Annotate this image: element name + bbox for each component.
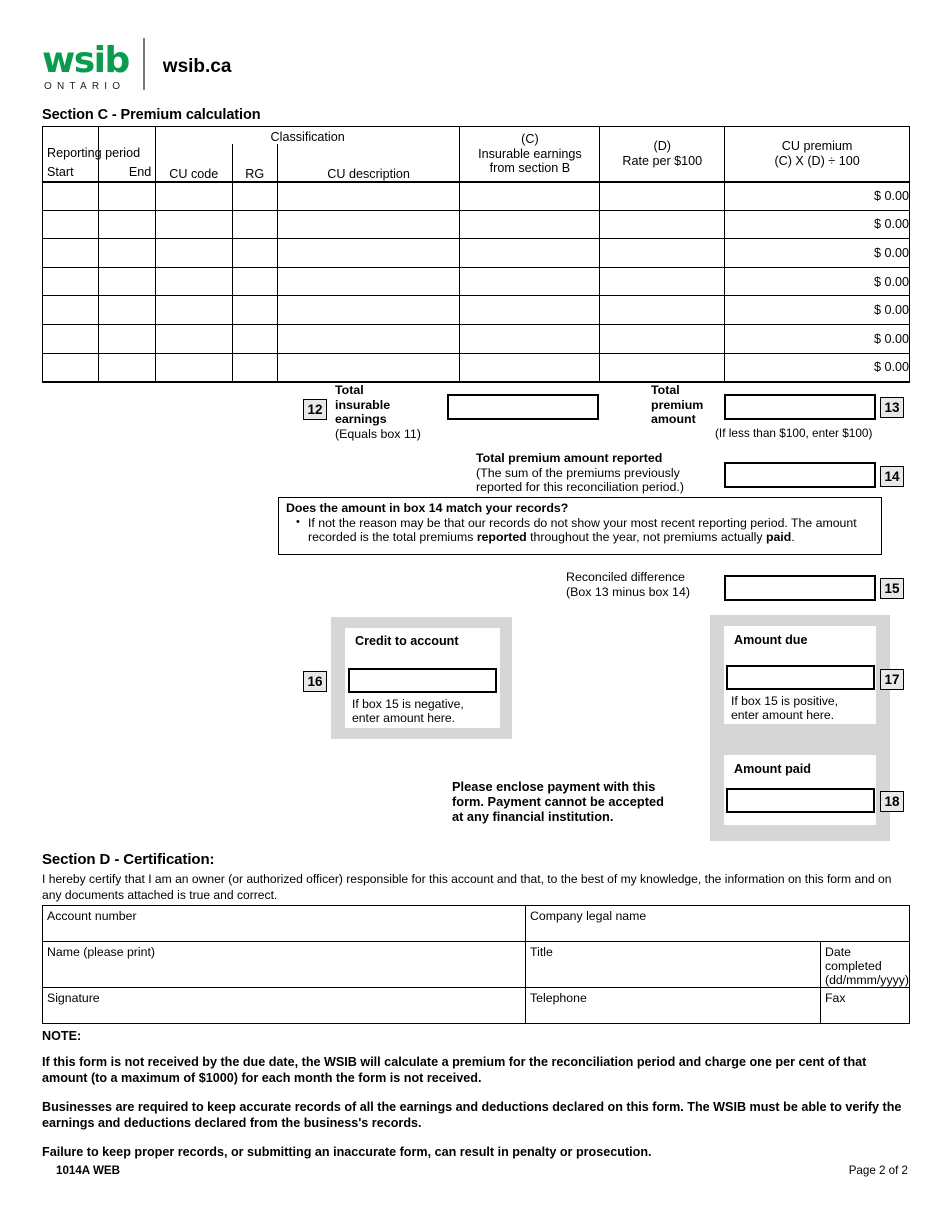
cell-insurable-earnings[interactable] (460, 296, 600, 325)
wsib-website-text: wsib.ca (162, 56, 232, 77)
box-13-label (651, 383, 703, 427)
cell-cu-premium: $ 0.00 (725, 239, 910, 268)
cell-cu-description[interactable] (277, 267, 460, 296)
wsib-logo-ontario: ONTARIO (44, 81, 126, 92)
section-c-title: Section C - Premium calculation (42, 107, 261, 123)
box-15-label (566, 570, 716, 599)
records-notice-bullet (308, 516, 875, 545)
cu-code-header: CU code (155, 144, 232, 182)
label-title: Title (530, 945, 553, 959)
box-18-title: Amount paid (734, 762, 811, 776)
label-signature: Signature (47, 991, 100, 1005)
label-fax: Fax (824, 991, 846, 1005)
col-d-line2: Rate per $100 (622, 153, 703, 168)
cell-start[interactable] (43, 296, 99, 325)
cell-rg[interactable] (232, 353, 277, 382)
note-block (42, 1029, 910, 1175)
cell-cu-code[interactable] (155, 353, 232, 382)
classification-group-header: Classification (155, 127, 460, 144)
reporting-period-label: Reporting period (47, 145, 141, 160)
cu-description-header: CU description (277, 144, 460, 182)
records-notice-list (286, 516, 875, 545)
label-account-number: Account number (47, 909, 137, 923)
cell-signature[interactable] (43, 988, 526, 1024)
cell-cu-code[interactable] (155, 182, 232, 211)
cell-cu-premium: $ 0.00 (725, 296, 910, 325)
box-16-title: Credit to account (355, 634, 459, 648)
label-name-print: Name (please print) (47, 945, 155, 959)
box-16-input[interactable] (348, 668, 497, 693)
premium-calculation-table (42, 126, 910, 383)
certification-table (42, 905, 910, 1024)
reporting-period-end-header (98, 144, 155, 182)
box-12-label (335, 383, 390, 427)
box-number-12: 12 (303, 399, 327, 420)
box-16-hint-line1: If box 15 is negative, (352, 697, 464, 711)
box-13-sublabel: (If less than $100, enter $100) (715, 426, 873, 440)
cell-cu-code[interactable] (155, 296, 232, 325)
cell-cu-description[interactable] (277, 210, 460, 239)
cell-cu-premium: $ 0.00 (725, 353, 910, 382)
premium-table-body (43, 182, 910, 382)
note-paragraph-1: If this form is not received by the due date, the WSIB will calculate a premium for the reconciliation period and charge one per cent of that amount (to a maximum of $1000) for each month the form is not received. (42, 1055, 867, 1085)
enclose-payment-notice (452, 779, 692, 825)
col-e-line1: CU premium (781, 139, 853, 154)
cell-cu-premium: $ 0.00 (725, 210, 910, 239)
col-c-line2: Insurable earnings (478, 146, 582, 161)
table-row (43, 296, 910, 325)
box-17-input[interactable] (726, 665, 875, 690)
table-row (43, 942, 910, 988)
box-13-label-line3: amount (651, 412, 696, 427)
cu-premium-header (725, 127, 910, 182)
cell-cu-description[interactable] (277, 182, 460, 211)
box-15-input[interactable] (724, 575, 876, 601)
cell-rg[interactable] (232, 239, 277, 268)
note-heading: NOTE: (42, 1029, 82, 1043)
table-row (43, 988, 910, 1024)
box-14-input[interactable] (724, 462, 876, 488)
enclose-notice-line3: at any financial institution. (452, 809, 614, 825)
cell-insurable-earnings[interactable] (460, 267, 600, 296)
label-telephone: Telephone (530, 991, 587, 1005)
cell-rate[interactable] (600, 210, 725, 239)
box-14-label-line3: reported for this reconciliation period.) (476, 480, 684, 495)
table-row (43, 353, 910, 382)
box-number-15: 15 (880, 578, 904, 599)
table-row (43, 906, 910, 942)
records-notice-bold-reported: reported (476, 530, 527, 545)
note-paragraph-3: Failure to keep proper records, or submitting an inaccurate form, can result in penalty or prosecution. (42, 1145, 652, 1160)
header-spacer-start (43, 127, 99, 144)
table-row (43, 210, 910, 239)
cell-rg[interactable] (232, 210, 277, 239)
cell-cu-description[interactable] (277, 324, 460, 353)
cell-end[interactable] (98, 324, 155, 353)
box-number-17: 17 (880, 669, 904, 690)
insurable-earnings-header (460, 127, 600, 182)
box-17-title: Amount due (734, 633, 808, 647)
box-12-label-line1: Total (335, 383, 364, 397)
rg-header: RG (232, 144, 277, 182)
cell-cu-description[interactable] (277, 296, 460, 325)
label-date-completed: Date completed (dd/mmm/yyyy) (824, 945, 909, 987)
cell-rate[interactable] (600, 324, 725, 353)
cell-rg[interactable] (232, 182, 277, 211)
cell-start[interactable] (43, 239, 99, 268)
box-12-label-line3: earnings (335, 412, 387, 427)
cell-cu-code[interactable] (155, 324, 232, 353)
cell-cu-code[interactable] (155, 239, 232, 268)
cell-date-completed[interactable] (820, 942, 909, 988)
cell-rate[interactable] (600, 296, 725, 325)
cell-end[interactable] (98, 267, 155, 296)
box-18-input[interactable] (726, 788, 875, 813)
box-13-label-line1: Total (651, 383, 680, 397)
box-14-label-line2: (The sum of the premiums previously (476, 465, 680, 480)
cell-insurable-earnings[interactable] (460, 353, 600, 382)
cell-insurable-earnings[interactable] (460, 239, 600, 268)
box-15-label-sub: (Box 13 minus box 14) (566, 584, 690, 599)
box-15-label-bold: Reconciled difference (566, 570, 685, 584)
col-e-line2: (C) X (D) ÷ 100 (774, 153, 860, 168)
cell-start[interactable] (43, 182, 99, 211)
cell-start[interactable] (43, 267, 99, 296)
cell-end[interactable] (98, 296, 155, 325)
cell-end[interactable] (98, 182, 155, 211)
cell-name-print[interactable] (43, 942, 526, 988)
cell-rate[interactable] (600, 267, 725, 296)
table-row (43, 239, 910, 268)
header-spacer-end (98, 127, 155, 144)
cell-insurable-earnings[interactable] (460, 324, 600, 353)
box-17-hint (731, 694, 838, 722)
records-notice-text-1: If not the reason may be that our records do not show your most recent reporting period. The amount recorded is the total premiums (308, 515, 857, 545)
cell-telephone[interactable] (526, 988, 821, 1024)
cell-rg[interactable] (232, 324, 277, 353)
footer-page-number: Page 2 of 2 (848, 1164, 908, 1177)
note-paragraph-2: Businesses are required to keep accurate records of all the earnings and deductions declared on this form. The WSIB must be able to verify the earnings and deductions declared from the business's records. (42, 1100, 902, 1130)
box-number-16: 16 (303, 671, 327, 692)
records-notice-question: Does the amount in box 14 match your records? (286, 501, 569, 515)
section-d-title: Section D - Certification: (42, 851, 215, 868)
cell-end[interactable] (98, 210, 155, 239)
brand-header (42, 38, 231, 92)
box-16-hint-line2: enter amount here. (352, 711, 455, 726)
cell-cu-code[interactable] (155, 210, 232, 239)
cell-cu-description[interactable] (277, 353, 460, 382)
box-12-sublabel: (Equals box 11) (335, 427, 421, 441)
box-17-hint-line2: enter amount here. (731, 708, 834, 723)
certification-statement: I hereby certify that I am an owner (or authorized officer) responsible for this account and that, to the best of my knowledge, the information on this form and on any documents attached is true and correct. (42, 872, 892, 902)
footer-form-id: 1014A WEB (56, 1164, 121, 1177)
box-12-label-line2: insurable (335, 397, 391, 412)
records-notice-bold-paid: paid (765, 530, 792, 545)
cell-start[interactable] (43, 353, 99, 382)
box-12-input[interactable] (447, 394, 599, 420)
box-14-label (476, 451, 716, 495)
cell-start[interactable] (43, 210, 99, 239)
wsib-logo (42, 40, 129, 92)
col-c-line3: from section B (489, 161, 571, 175)
cell-company-legal-name[interactable] (526, 906, 910, 942)
col-d-line1: (D) (653, 139, 671, 154)
enclose-notice-line2: form. Payment cannot be accepted (452, 794, 664, 810)
box-14-label-bold: Total premium amount reported (476, 451, 663, 465)
records-notice-text-3: . (791, 530, 795, 545)
cell-rate[interactable] (600, 182, 725, 211)
box-number-18: 18 (880, 791, 904, 812)
cell-rate[interactable] (600, 239, 725, 268)
cell-insurable-earnings[interactable] (460, 182, 600, 211)
cell-end[interactable] (98, 239, 155, 268)
box-number-14: 14 (880, 466, 904, 487)
cell-title[interactable] (526, 942, 821, 988)
cell-rate[interactable] (600, 353, 725, 382)
cell-cu-premium: $ 0.00 (725, 182, 910, 211)
wsib-logo-wordmark: wsib (42, 40, 129, 81)
enclose-notice-line1: Please enclose payment with this (452, 779, 656, 794)
records-notice-text-2: throughout the year, not premiums actually (526, 530, 766, 545)
box-16-hint (352, 697, 464, 725)
rate-per-100-header (600, 127, 725, 182)
box-13-input[interactable] (724, 394, 876, 420)
box-number-13: 13 (880, 397, 904, 418)
header-divider (143, 38, 145, 90)
cell-rg[interactable] (232, 296, 277, 325)
col-end-label: End (128, 164, 152, 179)
col-c-line1: (C) (521, 132, 539, 146)
box-13-label-line2: premium (651, 397, 704, 412)
cell-cu-code[interactable] (155, 267, 232, 296)
table-row (43, 182, 910, 211)
col-start-label: Start (47, 164, 74, 179)
cell-end[interactable] (98, 353, 155, 382)
cell-cu-description[interactable] (277, 239, 460, 268)
cell-start[interactable] (43, 324, 99, 353)
cell-insurable-earnings[interactable] (460, 210, 600, 239)
table-row (43, 324, 910, 353)
records-match-notice (278, 497, 882, 555)
cell-account-number[interactable] (43, 906, 526, 942)
cell-fax[interactable] (820, 988, 909, 1024)
table-row (43, 267, 910, 296)
cell-rg[interactable] (232, 267, 277, 296)
cell-cu-premium: $ 0.00 (725, 267, 910, 296)
cell-cu-premium: $ 0.00 (725, 324, 910, 353)
label-company-legal-name: Company legal name (530, 909, 647, 923)
box-17-hint-line1: If box 15 is positive, (731, 694, 839, 708)
